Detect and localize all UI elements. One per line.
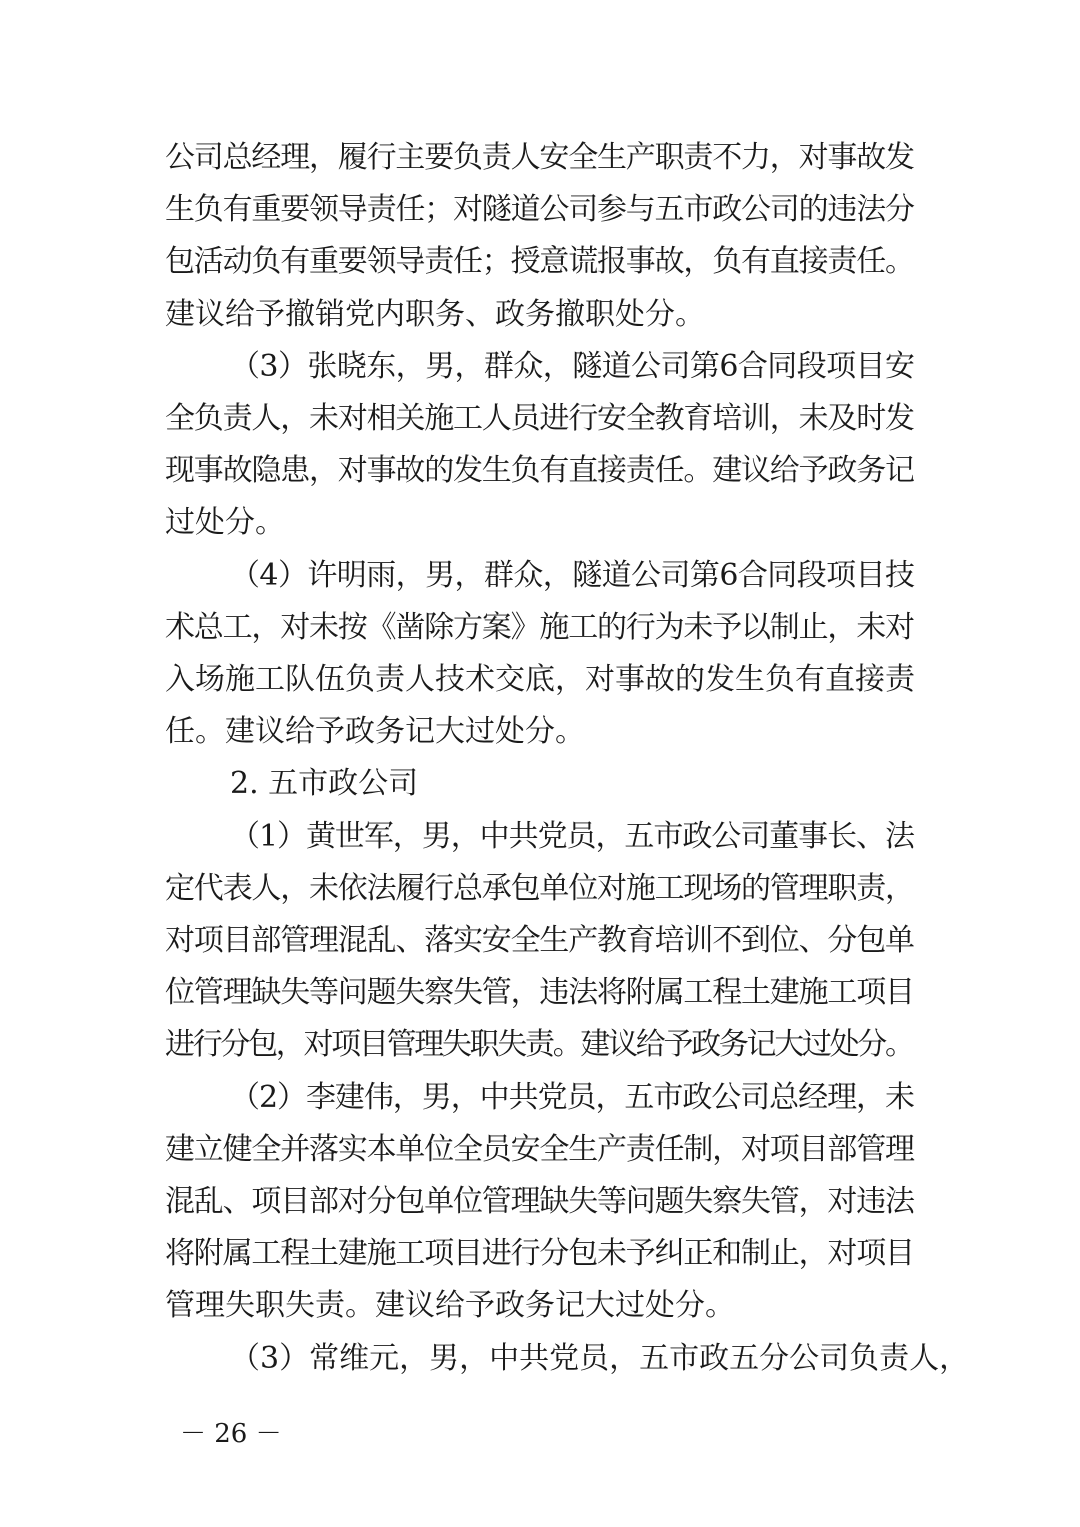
section-heading: 2. 五市政公司 <box>230 766 419 802</box>
text-line: 包活动负有重要领导责任；授意谎报事故，负有直接责任。 <box>165 244 914 280</box>
text-line: 位管理缺失等问题失察失管，违法将附属工程土建施工项目 <box>165 975 914 1011</box>
text-line: 对项目部管理混乱、落实安全生产教育培训不到位、分包单 <box>165 923 914 958</box>
text-line: 混乱、项目部对分包单位管理缺失等问题失察失管，对违法 <box>165 1184 914 1219</box>
text-line: 将附属工程土建施工项目进行分包未予纠正和制止，对项目 <box>165 1236 914 1272</box>
page-number: － 26 － <box>180 1419 282 1449</box>
text-line: 公司总经理，履行主要负责人安全生产职责不力，对事故发 <box>165 140 914 175</box>
text-line: （1）黄世军，男，中共党员，五市政公司董事长、法 <box>230 818 914 854</box>
text-line: （4）许明雨，男，群众，隧道公司第6合同段项目技 <box>230 557 915 593</box>
text-line: （2）李建伟，男，中共党员，五市政公司总经理，未 <box>230 1079 914 1115</box>
text-line: 入场施工队伍负责人技术交底，对事故的发生负有直接责 <box>165 662 915 697</box>
text-line: 定代表人，未依法履行总承包单位对施工现场的管理职责， <box>165 870 914 906</box>
text-line: 进行分包，对项目管理失职失责。建议给予政务记大过处分。 <box>165 1027 913 1063</box>
text-line: 过处分。 <box>165 505 285 541</box>
text-line: 建议给予撤销党内职务、政务撤职处分。 <box>165 296 705 332</box>
text-line: （3）常维元，男，中共党员，五市政五分公司负责人， <box>230 1340 970 1376</box>
text-line: 建立健全并落实本单位全员安全生产责任制，对项目部管理 <box>165 1131 914 1167</box>
text-line: 全负责人，未对相关施工人员进行安全教育培训，未及时发 <box>165 401 914 436</box>
text-line: 管理失职失责。建议给予政务记大过处分。 <box>165 1288 735 1324</box>
text-line: 现事故隐患，对事故的发生负有直接责任。建议给予政务记 <box>165 453 914 489</box>
text-line: 术总工，对未按《凿除方案》施工的行为未予以制止，未对 <box>165 609 914 645</box>
text-line: 任。建议给予政务记大过处分。 <box>165 714 585 750</box>
text-line: 生负有重要领导责任；对隧道公司参与五市政公司的违法分 <box>165 192 914 228</box>
text-line: （3）张晓东，男，群众，隧道公司第6合同段项目安 <box>230 348 915 384</box>
